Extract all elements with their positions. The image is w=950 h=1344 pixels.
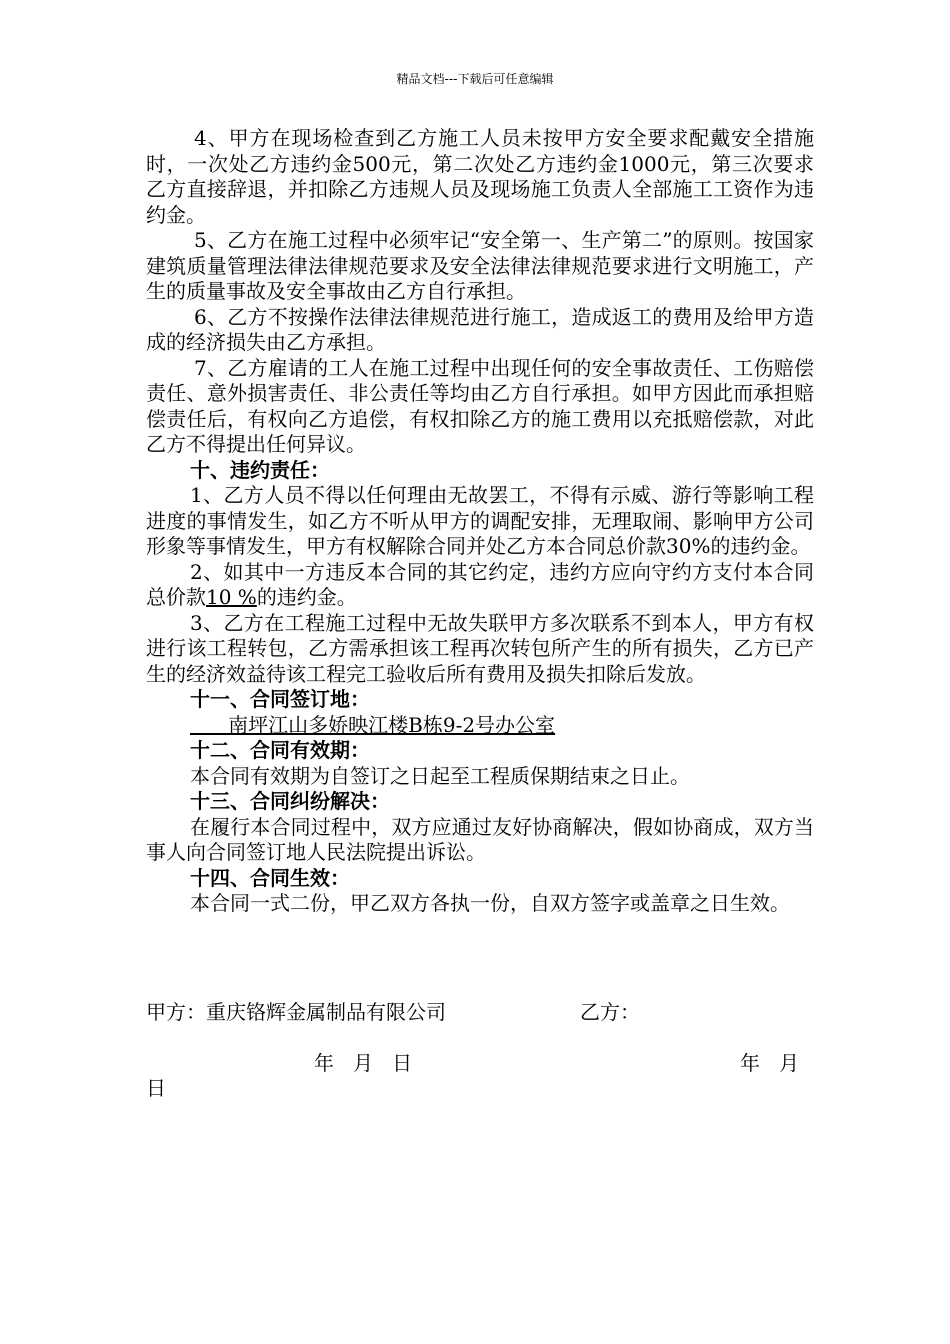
clause-10-2 bbox=[146, 560, 814, 611]
clause-9-6: 6、乙方不按操作法律法律规范进行施工，造成返工的费用及给甲方造成的经济损失由乙方承担。 bbox=[146, 304, 814, 354]
clause-13: 在履行本合同过程中，双方应通过友好协商解决，假如协商成，双方当事人向合同签订地人民法院提出诉讼。 bbox=[146, 814, 814, 864]
section-12-heading: 十二、合同有效期： bbox=[190, 738, 370, 762]
party-b-signature: 乙方： bbox=[580, 1000, 640, 1024]
clause-9-4: 4、甲方在现场检查到乙方施工人员未按甲方安全要求配戴安全措施时，一次处乙方违约金500元，第二次处乙方违约金1000元，第三次要求乙方直接辞退，并扣除乙方违规人员及现场施工负责人全部施工工资作为违约金。 bbox=[146, 126, 814, 227]
clause-10-1: 1、乙方人员不得以任何理由无故罢工，不得有示威、游行等影响工程进度的事情发生，如乙方不听从甲方的调配安排，无理取闹、影响甲方公司形象等事情发生，甲方有权解除合同并处乙方本合同总价款30%的违约金。 bbox=[146, 483, 814, 558]
section-10-heading: 十、违约责任： bbox=[190, 457, 330, 482]
party-b-date: 年 月 bbox=[740, 1051, 800, 1075]
section-11-heading: 十一、合同签订地： bbox=[190, 687, 370, 711]
section-13-heading: 十三、合同纠纷解决： bbox=[190, 789, 390, 813]
clause-9-5: 5、乙方在施工过程中必须牢记“安全第一、生产第二”的原则。按国家建筑质量管理法律法律规范要求及安全法律法律规范要求进行文明施工，产生的质量事故及安全事故由乙方自行承担。 bbox=[146, 228, 814, 303]
clause-14: 本合同一式二份，甲乙双方各执一份，自双方签字或盖章之日生效。 bbox=[190, 891, 790, 915]
section-14-heading: 十四、合同生效： bbox=[190, 865, 350, 890]
penalty-percent: 10 % bbox=[206, 585, 257, 609]
party-b-date-day: 日 bbox=[146, 1076, 166, 1100]
contract-body bbox=[146, 126, 814, 917]
page-header: 精品文档---下载后可任意编辑 bbox=[396, 72, 554, 86]
clause-12: 本合同有效期为自签订之日起至工程质保期结束之日止。 bbox=[190, 763, 690, 788]
clause-9-7: 7、乙方雇请的工人在施工过程中出现任何的安全事故责任、工伤赔偿责任、意外损害责任、非公责任等均由乙方自行承担。如甲方因此而承担赔偿责任后，有权向乙方追偿，有权扣除乙方的施工费用以充抵赔偿款，对此乙方不得提出任何异议。 bbox=[146, 355, 814, 456]
party-a-date: 年 月 日 bbox=[314, 1051, 413, 1075]
party-a-signature: 甲方：重庆铬辉金属制品有限公司 bbox=[146, 1000, 446, 1024]
clause-10-2-text: 2、如其中一方违反本合同的其它约定，违约方应向守约方支付本合同总价款 bbox=[146, 559, 814, 609]
clause-10-3: 3、乙方在工程施工过程中无故失联甲方多次联系不到本人，甲方有权进行该工程转包，乙方需承担该工程再次转包所产生的所有损失，乙方已产生的经济效益待该工程完工验收后所有费用及损失扣除后发放。 bbox=[146, 610, 814, 686]
signing-place-text: 南坪江山多娇映江楼B栋9-2号办公室 bbox=[190, 712, 556, 737]
signing-place bbox=[146, 713, 814, 739]
clause-10-2-tail: 的违约金。 bbox=[256, 585, 357, 609]
